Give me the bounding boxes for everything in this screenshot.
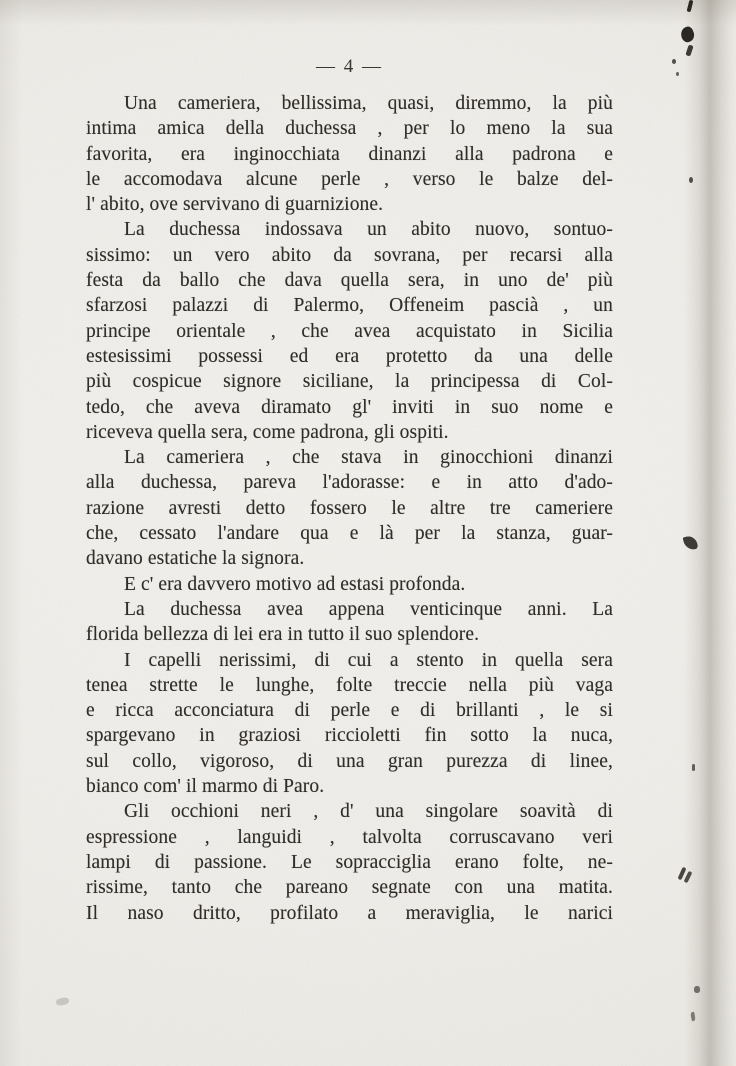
text-line: e ricca acconciatura di perle e di brillanti , le si bbox=[86, 700, 613, 722]
text-line: espressione , languidi , talvolta corruscavano veri bbox=[86, 826, 613, 848]
text-line: intima amica della duchessa , per lo meno la sua bbox=[86, 118, 613, 140]
text-line: davano estatiche la signora. bbox=[86, 548, 305, 570]
text-line: le accomodava alcune perle , verso le balze del- bbox=[86, 168, 613, 190]
text-line: che, cessato l'andare qua e là per la stanza, guar- bbox=[86, 523, 613, 545]
text-line: principe orientale , che avea acquistato in Sicilia bbox=[86, 320, 613, 342]
text-line: tenea strette le lunghe, folte treccie nella più vaga bbox=[86, 674, 613, 696]
text-line: I capelli nerissimi, di cui a stento in quella sera bbox=[124, 649, 613, 671]
text-line: festa da ballo che dava quella sera, in uno de' più bbox=[86, 270, 613, 292]
text-line: più cospicue signore siciliane, la principessa di Col- bbox=[86, 371, 613, 393]
scan-speck bbox=[55, 997, 69, 1007]
paragraph bbox=[86, 445, 613, 571]
text-line: bianco com' il marmo di Paro. bbox=[86, 776, 325, 798]
text-line: La cameriera , che stava in ginocchioni dinanzi bbox=[124, 447, 613, 469]
text-line: Una cameriera, bellissima, quasi, diremmo, la più bbox=[124, 93, 613, 114]
scan-speck bbox=[676, 72, 679, 76]
scan-speck bbox=[692, 764, 695, 771]
scan-edge-shadow-top bbox=[0, 0, 736, 26]
text-line: lampi di passione. Le sopracciglia erano folte, ne- bbox=[86, 851, 613, 873]
text-line: spargevano in graziosi riccioletti fin sotto la nuca, bbox=[86, 725, 613, 747]
paragraph bbox=[86, 648, 613, 800]
text-line: alla duchessa, pareva l'adorasse: e in atto d'ado- bbox=[86, 472, 613, 494]
paragraph bbox=[86, 572, 613, 597]
text-line: sfarzosi palazzi di Palermo, Offeneim pascià , un bbox=[86, 295, 613, 317]
paragraph bbox=[86, 91, 613, 217]
scan-edge-shadow-left bbox=[0, 0, 22, 1066]
text-line: Gli occhioni neri , d' una singolare soavità di bbox=[124, 801, 613, 823]
paragraph bbox=[86, 217, 613, 445]
text-line: tedo, che aveva diramato gl' inviti in suo nome e bbox=[86, 396, 613, 418]
scan-speck bbox=[689, 177, 693, 183]
text-line: Il naso dritto, profilato a meraviglia, le narici bbox=[86, 902, 613, 924]
text-block bbox=[86, 91, 613, 926]
text-line: estesissimi possessi ed era protetto da una delle bbox=[86, 345, 613, 367]
text-line: riceveva quella sera, come padrona, gli ospiti. bbox=[86, 421, 449, 443]
text-line: sissimo: un vero abito da sovrana, per recarsi alla bbox=[86, 244, 613, 266]
page-number: — 4 — bbox=[316, 56, 383, 77]
paragraph bbox=[86, 597, 613, 648]
text-line: La duchessa avea appena venticinque anni. La bbox=[124, 598, 613, 620]
scan-speck bbox=[694, 986, 700, 993]
binding-gutter-shadow bbox=[684, 0, 736, 1066]
text-line: l' abito, ove servivano di guarnizione. bbox=[86, 194, 384, 216]
text-line: florida bellezza di lei era in tutto il suo splendore. bbox=[86, 624, 480, 646]
text-line: E c' era davvero motivo ad estasi profonda. bbox=[124, 573, 466, 595]
text-line: favorita, era inginocchiata dinanzi alla padrona e bbox=[86, 143, 613, 165]
text-line: rissime, tanto che pareano segnate con una matita. bbox=[86, 877, 613, 899]
paragraph bbox=[86, 799, 613, 925]
scan-speck bbox=[672, 59, 676, 64]
text-line: razione avresti detto fossero le altre tre cameriere bbox=[86, 497, 613, 519]
text-line: sul collo, vigoroso, di una gran purezza di linee, bbox=[86, 750, 613, 772]
text-line: La duchessa indossava un abito nuovo, sontuo- bbox=[124, 219, 613, 241]
